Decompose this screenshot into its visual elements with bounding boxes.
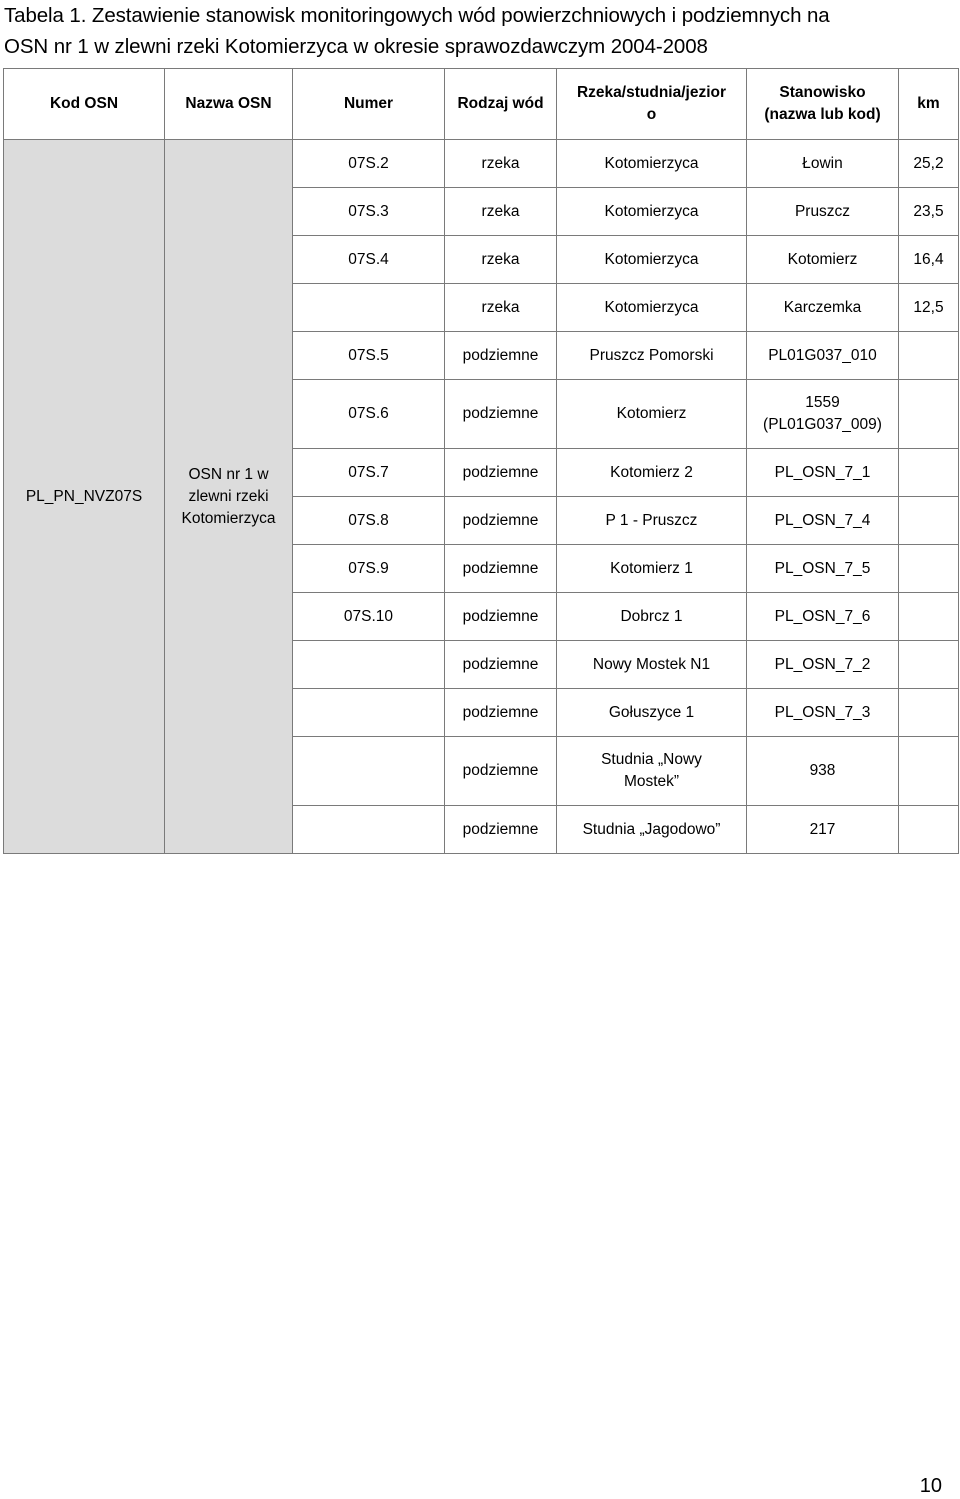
numer-cell bbox=[293, 641, 445, 689]
rzeka-cell: Kotomierzyca bbox=[557, 284, 747, 332]
kod-osn-cell: PL_PN_NVZ07S bbox=[4, 140, 165, 854]
stanowisko-cell: Łowin bbox=[747, 140, 899, 188]
stanowisko-line-1: 1559 bbox=[805, 394, 840, 411]
stanowisko-cell: 217 bbox=[747, 806, 899, 854]
header-rzeka-line-1: Rzeka/studnia/jezior bbox=[576, 84, 726, 101]
rodzaj-cell: podziemne bbox=[445, 449, 557, 497]
km-cell bbox=[899, 806, 959, 854]
rzeka-cell: Dobrcz 1 bbox=[557, 593, 747, 641]
stanowisko-cell: Karczemka bbox=[747, 284, 899, 332]
stanowisko-cell bbox=[747, 380, 899, 449]
numer-cell: 07S.2 bbox=[293, 140, 445, 188]
numer-cell: 07S.3 bbox=[293, 188, 445, 236]
page-number: 10 bbox=[919, 1475, 942, 1497]
monitoring-stations-table bbox=[3, 68, 959, 854]
header-km: km bbox=[899, 69, 959, 140]
rzeka-cell: Kotomierz bbox=[557, 380, 747, 449]
header-rzeka-studnia-jezioro bbox=[557, 69, 747, 140]
numer-cell bbox=[293, 284, 445, 332]
table-caption bbox=[4, 0, 956, 62]
stanowisko-cell: 938 bbox=[747, 737, 899, 806]
nazwa-osn-line-3: Kotomierzyca bbox=[181, 509, 276, 527]
rodzaj-cell: rzeka bbox=[445, 188, 557, 236]
rzeka-cell: Kotomierzyca bbox=[557, 188, 747, 236]
numer-cell bbox=[293, 806, 445, 854]
stanowisko-cell: PL_OSN_7_1 bbox=[747, 449, 899, 497]
stanowisko-cell: PL_OSN_7_2 bbox=[747, 641, 899, 689]
rzeka-line-1: Studnia „Nowy bbox=[601, 751, 702, 768]
rzeka-cell: Kotomierzyca bbox=[557, 236, 747, 284]
stanowisko-cell: PL_OSN_7_4 bbox=[747, 497, 899, 545]
caption-line-1: Tabela 1. Zestawienie stanowisk monitoringowych wód powierzchniowych i podziemnych na bbox=[4, 4, 830, 27]
km-cell bbox=[899, 380, 959, 449]
numer-cell: 07S.5 bbox=[293, 332, 445, 380]
header-rodzaj-wod: Rodzaj wód bbox=[445, 69, 557, 140]
rzeka-cell: Gołuszyce 1 bbox=[557, 689, 747, 737]
numer-cell bbox=[293, 737, 445, 806]
km-cell bbox=[899, 497, 959, 545]
numer-cell bbox=[293, 689, 445, 737]
rodzaj-cell: rzeka bbox=[445, 236, 557, 284]
rzeka-cell: P 1 - Pruszcz bbox=[557, 497, 747, 545]
header-stanowisko-line-2: (nazwa lub kod) bbox=[764, 106, 881, 123]
numer-cell: 07S.10 bbox=[293, 593, 445, 641]
stanowisko-cell: PL01G037_010 bbox=[747, 332, 899, 380]
rodzaj-cell: podziemne bbox=[445, 689, 557, 737]
stanowisko-cell: Pruszcz bbox=[747, 188, 899, 236]
numer-cell: 07S.9 bbox=[293, 545, 445, 593]
rzeka-line-2: Mostek” bbox=[623, 773, 680, 790]
rodzaj-cell: podziemne bbox=[445, 806, 557, 854]
header-stanowisko-line-1: Stanowisko bbox=[779, 84, 866, 101]
km-cell: 16,4 bbox=[899, 236, 959, 284]
numer-cell: 07S.8 bbox=[293, 497, 445, 545]
km-cell bbox=[899, 332, 959, 380]
rzeka-cell: Studnia „Jagodowo” bbox=[557, 806, 747, 854]
numer-cell: 07S.7 bbox=[293, 449, 445, 497]
km-cell: 23,5 bbox=[899, 188, 959, 236]
caption-line-2: OSN nr 1 w zlewni rzeki Kotomierzyca w okresie sprawozdawczym 2004-2008 bbox=[4, 35, 708, 58]
rodzaj-cell: podziemne bbox=[445, 497, 557, 545]
numer-cell: 07S.6 bbox=[293, 380, 445, 449]
rzeka-cell: Kotomierz 1 bbox=[557, 545, 747, 593]
nazwa-osn-cell bbox=[165, 140, 293, 854]
km-cell: 12,5 bbox=[899, 284, 959, 332]
stanowisko-cell: Kotomierz bbox=[747, 236, 899, 284]
nazwa-osn-line-1: OSN nr 1 w bbox=[188, 465, 269, 483]
rzeka-cell: Pruszcz Pomorski bbox=[557, 332, 747, 380]
rzeka-cell: Nowy Mostek N1 bbox=[557, 641, 747, 689]
km-cell bbox=[899, 641, 959, 689]
numer-cell: 07S.4 bbox=[293, 236, 445, 284]
table-row bbox=[4, 140, 959, 188]
km-cell bbox=[899, 545, 959, 593]
rzeka-cell: Kotomierzyca bbox=[557, 140, 747, 188]
rodzaj-cell: rzeka bbox=[445, 140, 557, 188]
header-stanowisko bbox=[747, 69, 899, 140]
rodzaj-cell: podziemne bbox=[445, 380, 557, 449]
header-numer: Numer bbox=[293, 69, 445, 140]
rodzaj-cell: podziemne bbox=[445, 737, 557, 806]
km-cell bbox=[899, 449, 959, 497]
rodzaj-cell: podziemne bbox=[445, 593, 557, 641]
km-cell: 25,2 bbox=[899, 140, 959, 188]
header-row bbox=[4, 69, 959, 140]
km-cell bbox=[899, 689, 959, 737]
stanowisko-line-2: (PL01G037_009) bbox=[763, 416, 882, 433]
rodzaj-cell: podziemne bbox=[445, 332, 557, 380]
header-kod-osn: Kod OSN bbox=[4, 69, 165, 140]
nazwa-osn-line-2: zlewni rzeki bbox=[188, 487, 269, 505]
km-cell bbox=[899, 593, 959, 641]
rodzaj-cell: podziemne bbox=[445, 545, 557, 593]
stanowisko-cell: PL_OSN_7_6 bbox=[747, 593, 899, 641]
stanowisko-cell: PL_OSN_7_3 bbox=[747, 689, 899, 737]
rodzaj-cell: rzeka bbox=[445, 284, 557, 332]
rodzaj-cell: podziemne bbox=[445, 641, 557, 689]
rzeka-cell: Kotomierz 2 bbox=[557, 449, 747, 497]
km-cell bbox=[899, 737, 959, 806]
header-nazwa-osn: Nazwa OSN bbox=[165, 69, 293, 140]
stanowisko-cell: PL_OSN_7_5 bbox=[747, 545, 899, 593]
header-rzeka-line-2: o bbox=[646, 106, 657, 123]
rzeka-cell bbox=[557, 737, 747, 806]
